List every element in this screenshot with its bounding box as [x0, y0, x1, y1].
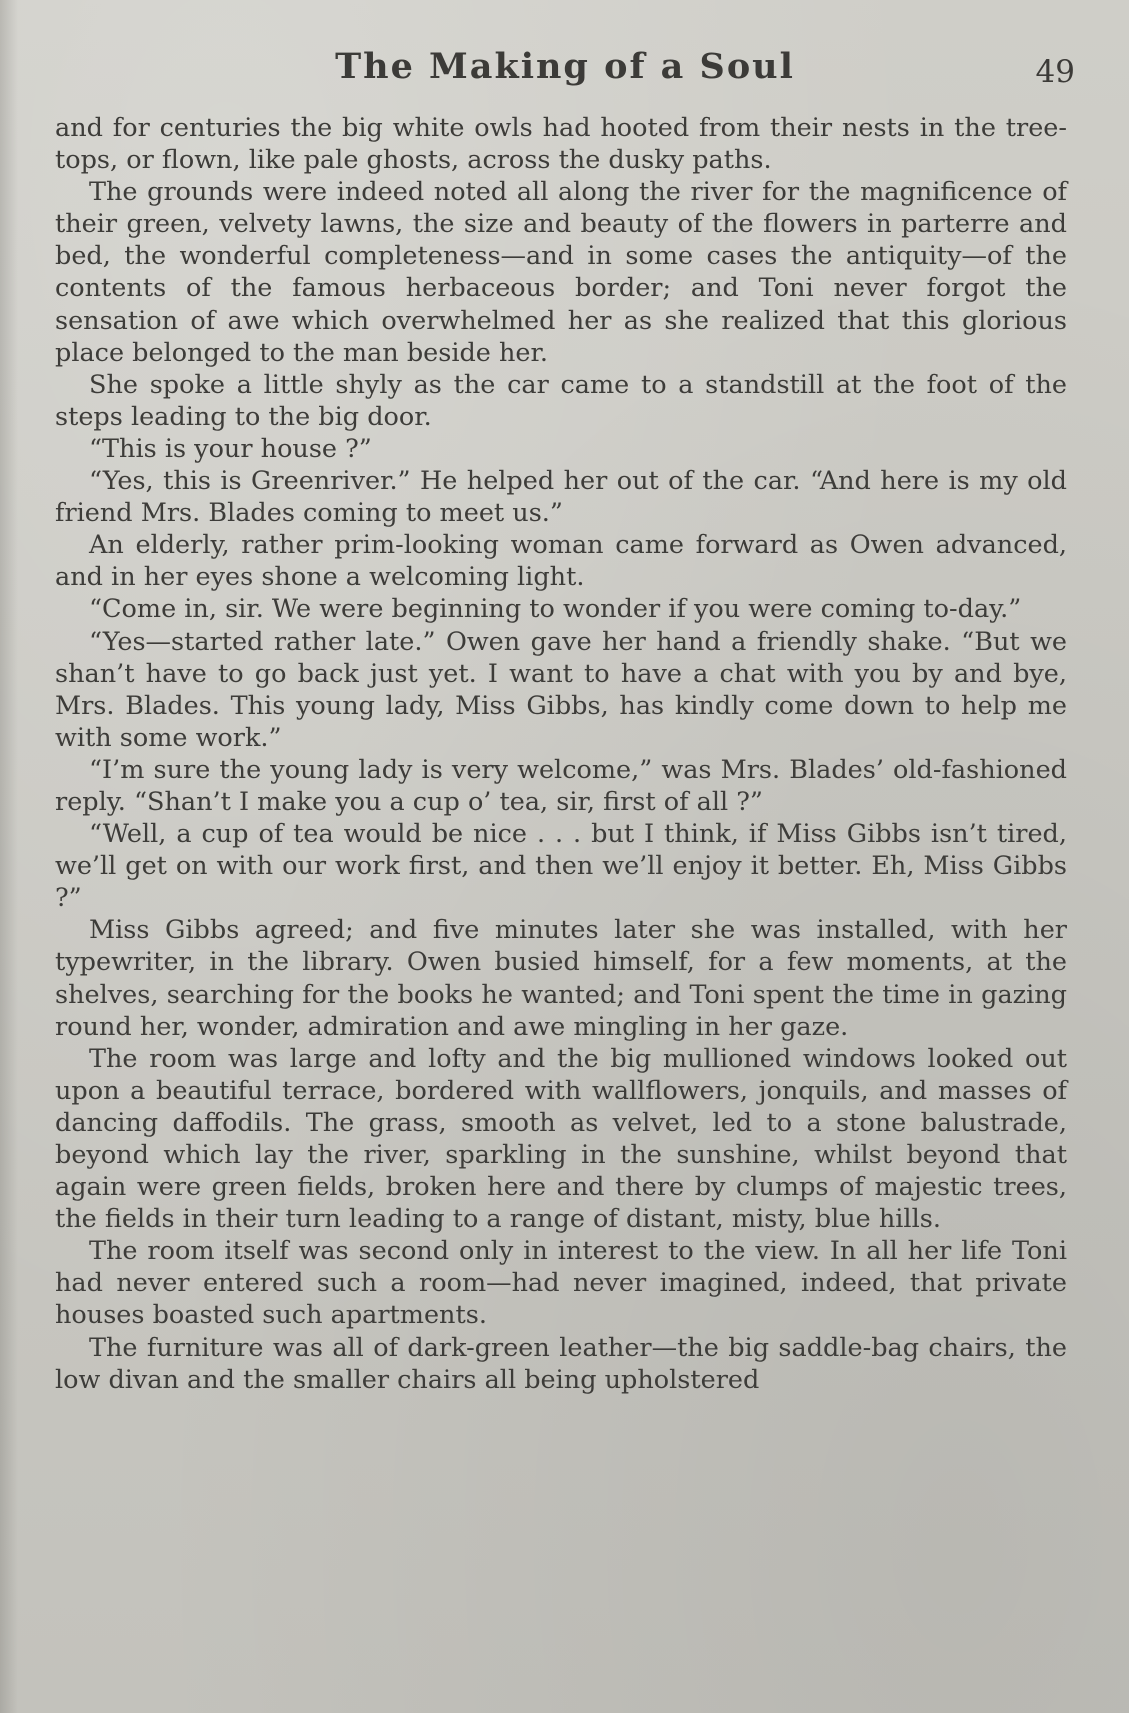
body-text: [55, 112, 1067, 1396]
paragraph: “I’m sure the young lady is very welcome,” was Mrs. Blades’ old-fashioned reply. “Shan’t I make you a cup o’ tea, sir, first of all ?”: [55, 754, 1067, 817]
paragraph: “Come in, sir. We were beginning to wonder if you were coming to-day.”: [89, 594, 1022, 625]
paragraph: and for centuries the big white owls had hooted from their nests in the tree-tops, or flown, like pale ghosts, across the dusky paths.: [55, 113, 1067, 176]
paragraph: An elderly, rather prim-looking woman came forward as Owen advanced, and in her eyes shone a welcoming light.: [55, 530, 1067, 593]
paragraph: “Yes—started rather late.” Owen gave her hand a friendly shake. “But we shan’t have to go back just yet. I want to have a chat with you by and bye, Mrs. Blades. This young lady, Miss Gibbs, has kindly come down to help me with some work.”: [55, 626, 1067, 753]
page-number: 49: [1035, 54, 1075, 90]
paragraph: The room itself was second only in interest to the view. In all her life Toni had never entered such a room—had never imagined, indeed, that private houses boasted such apartments.: [55, 1236, 1067, 1331]
paragraph: The room was large and lofty and the big mullioned windows looked out upon a beautiful terrace, bordered with wallflowers, jonquils, and masses of dancing daffodils. The grass, smooth as velvet, led to a stone balustrade, beyond which lay the river, sparkling in the sunshine, whilst beyond that again were green fields, broken here and there by clumps of majestic trees, the fields in their turn leading to a range of distant, misty, blue hills.: [55, 1043, 1067, 1235]
paragraph: Miss Gibbs agreed; and five minutes later she was installed, with her typewriter, in the library. Owen busied himself, for a few moments, at the shelves, searching for the books he wanted; and Toni spent the time in gazing round her, wonder, admiration and awe mingling in her gaze.: [55, 915, 1067, 1042]
paragraph: She spoke a little shyly as the car came to a standstill at the foot of the steps leading to the big door.: [55, 369, 1067, 432]
paragraph: The grounds were indeed noted all along the river for the magnificence of their green, velvety lawns, the size and beauty of the flowers in parterre and bed, the wonderful completeness—and in some cases the antiquity—of the contents of the famous herbaceous border; and Toni never forgot the sensation of awe which overwhelmed her as she realized that this glorious place belonged to the man beside her.: [55, 177, 1067, 368]
running-title: The Making of a Soul: [335, 46, 795, 87]
page-edge-shadow: [0, 0, 18, 1713]
paragraph: “This is your house ?”: [89, 433, 372, 464]
page-header: [55, 38, 1075, 98]
paragraph: “Well, a cup of tea would be nice . . . but I think, if Miss Gibbs isn’t tired, we’ll get on with our work first, and then we’ll enjoy it better. Eh, Miss Gibbs ?”: [55, 819, 1067, 914]
paragraph: The furniture was all of dark-green leather—the big saddle-bag chairs, the low divan and the smaller chairs all being upholstered: [55, 1332, 1067, 1395]
paragraph: “Yes, this is Greenriver.” He helped her out of the car. “And here is my old friend Mrs. Blades coming to meet us.”: [55, 466, 1067, 529]
